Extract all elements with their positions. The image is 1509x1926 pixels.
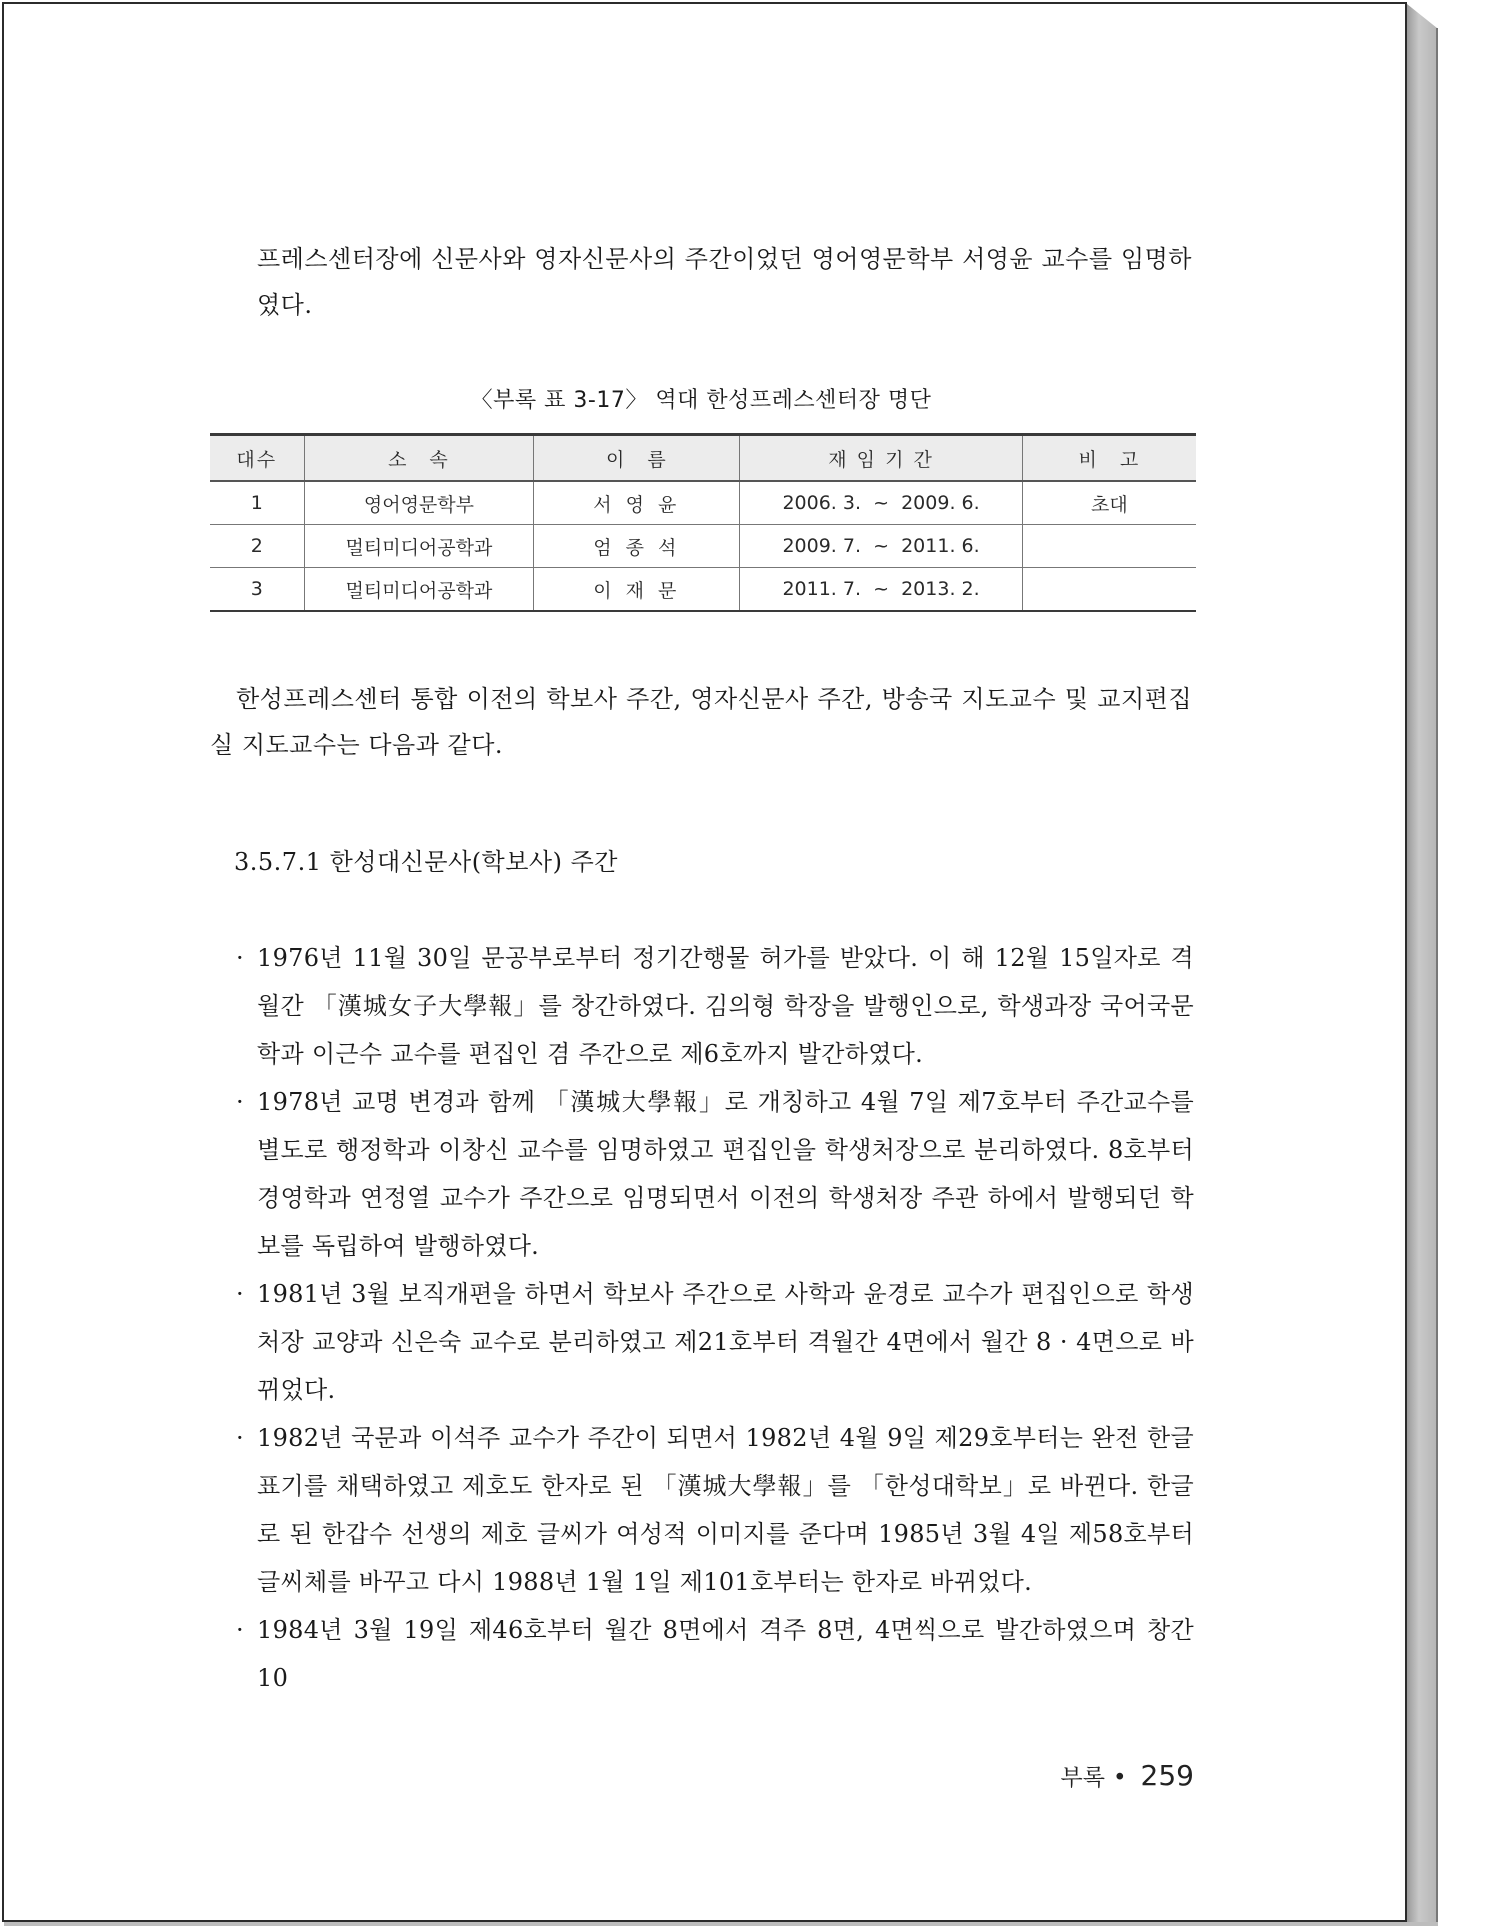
press-center-directors-table	[210, 433, 1196, 612]
bullet-list	[232, 934, 1194, 1702]
header-term: 재 임 기 간	[740, 435, 1022, 482]
header-name: 이 름	[534, 435, 740, 482]
bullet-marker: ·	[236, 1280, 244, 1308]
list-item	[232, 1270, 1194, 1414]
cell-generation: 1	[210, 481, 304, 525]
bullet-marker: ·	[236, 1616, 244, 1644]
list-item-text: 1976년 11월 30일 문공부로부터 정기간행물 허가를 받았다. 이 해 12월 15일자로 격월간 「漢城女子大學報」를 창간하였다. 김의형 학장을 발행인으로, 학생과장 국어국문학과 이근수 교수를 편집인 겸 주간으로 제6호까지 발간하였다.	[257, 944, 1194, 1068]
cell-name: 서 영 윤	[534, 481, 740, 525]
cell-term: 2009. 7. ~ 2011. 6.	[740, 525, 1022, 568]
list-item	[232, 1414, 1194, 1606]
footer-label: 부록	[1060, 1765, 1105, 1791]
cell-generation: 2	[210, 525, 304, 568]
section-heading: 3.5.7.1 한성대신문사(학보사) 주간	[234, 848, 618, 876]
page-edge	[1407, 4, 1437, 1924]
list-item	[232, 1606, 1194, 1702]
cell-term: 2006. 3. ~ 2009. 6.	[740, 481, 1022, 525]
list-item-text: 1978년 교명 변경과 함께 「漢城大學報」로 개칭하고 4월 7일 제7호부터 주간교수를 별도로 행정학과 이창신 교수를 임명하였고 편집인을 학생처장으로 분리하였다. 8호부터 경영학과 연정열 교수가 주간으로 임명되면서 이전의 학생처장 주관 하에서 발행되던 학보를 독립하여 발행하였다.	[257, 1088, 1194, 1260]
bullet-marker: ·	[236, 944, 244, 972]
cell-generation: 3	[210, 568, 304, 612]
cell-name: 엄 종 석	[534, 525, 740, 568]
page-footer	[1061, 1756, 1194, 1798]
bullet-marker: ·	[236, 1424, 244, 1452]
table-row	[210, 525, 1196, 568]
cell-department: 멀티미디어공학과	[304, 525, 534, 568]
cell-department: 영어영문학부	[304, 481, 534, 525]
list-item-text: 1982년 국문과 이석주 교수가 주간이 되면서 1982년 4월 9일 제29호부터는 완전 한글표기를 채택하였고 제호도 한자로 된 「漢城大學報」를 「한성대학보」로 바뀐다. 한글로 된 한갑수 선생의 제호 글씨가 여성적 이미지를 준다며 1985년 3월 4일 제58호부터 글씨체를 바꾸고 다시 1988년 1월 1일 제101호부터는 한자로 바뀌었다.	[257, 1424, 1194, 1596]
table-row	[210, 568, 1196, 612]
transition-paragraph: 한성프레스센터 통합 이전의 학보사 주간, 영자신문사 주간, 방송국 지도교수 및 교지편집실 지도교수는 다음과 같다.	[210, 685, 1192, 759]
page-number: 259	[1140, 1759, 1194, 1792]
list-item	[232, 934, 1194, 1078]
cell-note	[1022, 568, 1196, 612]
list-item	[232, 1078, 1194, 1270]
cell-name: 이 재 문	[534, 568, 740, 612]
header-note: 비 고	[1022, 435, 1196, 482]
header-generation: 대수	[210, 435, 304, 482]
footer-separator: •	[1112, 1765, 1127, 1791]
intro-paragraph: 프레스센터장에 신문사와 영자신문사의 주간이었던 영어영문학부 서영윤 교수를 임명하였다.	[257, 245, 1192, 319]
list-item-text: 1984년 3월 19일 제46호부터 월간 8면에서 격주 8면, 4면씩으로 발간하였으며 창간 10	[257, 1616, 1194, 1692]
bullet-marker: ·	[236, 1088, 244, 1116]
table-row	[210, 481, 1196, 525]
cell-note: 초대	[1022, 481, 1196, 525]
header-department: 소 속	[304, 435, 534, 482]
page-shadow	[4, 1922, 1438, 1926]
page-edge-line	[1436, 28, 1438, 1924]
list-item-text: 1981년 3월 보직개편을 하면서 학보사 주간으로 사학과 윤경로 교수가 편집인으로 학생처장 교양과 신은숙 교수로 분리하였고 제21호부터 격월간 4면에서 월간 8 · 4면으로 바뀌었다.	[257, 1280, 1194, 1404]
cell-note	[1022, 525, 1196, 568]
table-header-row	[210, 435, 1196, 482]
cell-department: 멀티미디어공학과	[304, 568, 534, 612]
table-caption: 〈부록 표 3-17〉 역대 한성프레스센터장 명단	[470, 388, 932, 413]
cell-term: 2011. 7. ~ 2013. 2.	[740, 568, 1022, 612]
